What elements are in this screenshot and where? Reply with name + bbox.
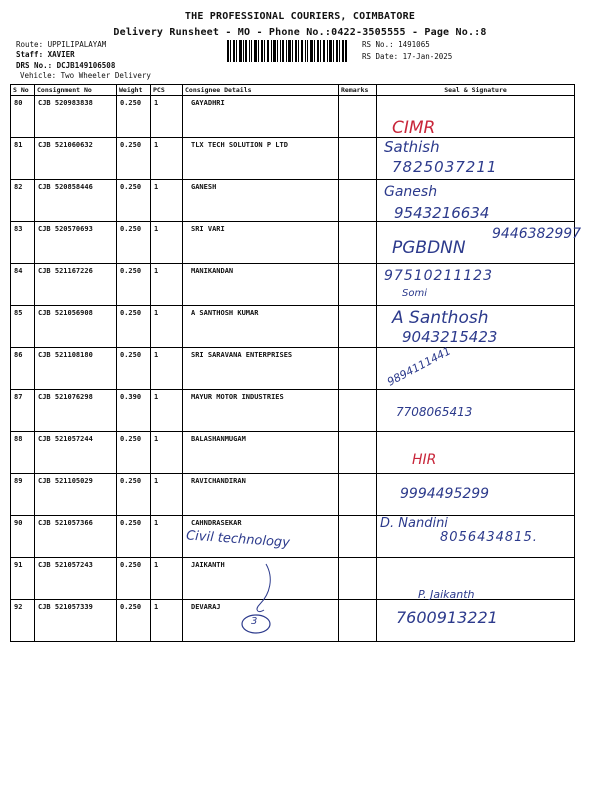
row-sno: 82 bbox=[11, 180, 35, 222]
col-consignee: Consignee Details bbox=[183, 85, 339, 96]
row-consignee: CAHNDRASEKAR bbox=[183, 516, 339, 558]
col-sno: S No bbox=[11, 85, 35, 96]
row-weight: 0.250 bbox=[117, 138, 151, 180]
row-pcs: 1 bbox=[151, 138, 183, 180]
row-consignee: MAYUR MOTOR INDUSTRIES bbox=[183, 390, 339, 432]
table-row bbox=[11, 558, 575, 600]
company-title: THE PROFESSIONAL COURIERS, COIMBATORE bbox=[184, 11, 416, 22]
row-remarks bbox=[339, 432, 377, 474]
handwriting-r83-name: PGBDNN bbox=[392, 238, 466, 258]
row-sno: 87 bbox=[11, 390, 35, 432]
row-consignment: CJB 521105029 bbox=[35, 474, 117, 516]
handwriting-r85-phone: 9043215423 bbox=[402, 328, 498, 346]
handwriting-r81-phone: 7825037211 bbox=[392, 158, 498, 176]
runsheet-subtitle: Delivery Runsheet - MO - Phone No.:0422-3505555 - Page No.:8 bbox=[113, 27, 487, 38]
table-row bbox=[11, 222, 575, 264]
row-sno: 90 bbox=[11, 516, 35, 558]
row-consignee: GAYADHRI bbox=[183, 96, 339, 138]
row-consignment: CJB 521060632 bbox=[35, 138, 117, 180]
col-signature: Seal & Signature bbox=[377, 85, 575, 96]
row-pcs: 1 bbox=[151, 600, 183, 642]
row-weight: 0.250 bbox=[117, 222, 151, 264]
row-weight: 0.250 bbox=[117, 180, 151, 222]
row-remarks bbox=[339, 222, 377, 264]
row-sno: 89 bbox=[11, 474, 35, 516]
row-remarks bbox=[339, 264, 377, 306]
row-weight: 0.250 bbox=[117, 558, 151, 600]
row-remarks bbox=[339, 516, 377, 558]
col-consignment: Consignment No bbox=[35, 85, 117, 96]
row-pcs: 1 bbox=[151, 348, 183, 390]
row-consignee: BALASHANMUGAM bbox=[183, 432, 339, 474]
handwritten-mark-r91-r92 bbox=[234, 560, 284, 638]
row-remarks bbox=[339, 558, 377, 600]
row-remarks bbox=[339, 600, 377, 642]
handwriting-r86-phone: 9894111441 bbox=[385, 344, 453, 389]
handwriting-r92-name: P. Jaikanth bbox=[418, 588, 475, 601]
row-sno: 88 bbox=[11, 432, 35, 474]
col-weight: Weight bbox=[117, 85, 151, 96]
rs-number: RS No.: 1491065 bbox=[362, 40, 430, 49]
route-label: Route: UPPILIPALAYAM bbox=[16, 40, 107, 49]
row-consignee: TLX TECH SOLUTION P LTD bbox=[183, 138, 339, 180]
row-consignment: CJB 520570693 bbox=[35, 222, 117, 264]
row-remarks bbox=[339, 138, 377, 180]
row-weight: 0.250 bbox=[117, 96, 151, 138]
row-pcs: 1 bbox=[151, 558, 183, 600]
barcode-icon bbox=[227, 40, 347, 62]
table-row bbox=[11, 348, 575, 390]
row-weight: 0.250 bbox=[117, 516, 151, 558]
row-consignment: CJB 520983838 bbox=[35, 96, 117, 138]
handwriting-r90-company: Civil technology bbox=[185, 528, 291, 551]
row-consignee: DEVARAJ bbox=[183, 600, 339, 642]
row-sno: 84 bbox=[11, 264, 35, 306]
row-sno: 83 bbox=[11, 222, 35, 264]
staff-label: Staff: XAVIER bbox=[16, 50, 75, 59]
row-weight: 0.250 bbox=[117, 474, 151, 516]
row-weight: 0.250 bbox=[117, 306, 151, 348]
row-consignment: CJB 521057244 bbox=[35, 432, 117, 474]
table-row bbox=[11, 96, 575, 138]
row-consignment: CJB 521108180 bbox=[35, 348, 117, 390]
row-remarks bbox=[339, 306, 377, 348]
handwriting-r89-phone: 9994495299 bbox=[400, 486, 490, 502]
row-consignee: SRI SARAVANA ENTERPRISES bbox=[183, 348, 339, 390]
row-signature bbox=[377, 432, 575, 474]
row-remarks bbox=[339, 390, 377, 432]
handwriting-r80: CIMR bbox=[392, 118, 436, 138]
row-signature bbox=[377, 558, 575, 600]
row-consignment: CJB 521057339 bbox=[35, 600, 117, 642]
row-weight: 0.250 bbox=[117, 600, 151, 642]
handwriting-r84-name: Somi bbox=[402, 288, 427, 299]
row-sno: 80 bbox=[11, 96, 35, 138]
handwriting-r92-mark: 3 bbox=[251, 616, 258, 627]
table-row bbox=[11, 390, 575, 432]
row-sno: 92 bbox=[11, 600, 35, 642]
row-consignee: MANIKANDAN bbox=[183, 264, 339, 306]
row-consignee: SRI VARI bbox=[183, 222, 339, 264]
drs-number: DRS No.: DCJB149106508 bbox=[16, 61, 116, 70]
row-pcs: 1 bbox=[151, 390, 183, 432]
row-pcs: 1 bbox=[151, 96, 183, 138]
row-remarks bbox=[339, 96, 377, 138]
row-remarks bbox=[339, 180, 377, 222]
row-pcs: 1 bbox=[151, 516, 183, 558]
handwriting-r87-phone: 7708065413 bbox=[396, 405, 473, 419]
row-consignment: CJB 521167226 bbox=[35, 264, 117, 306]
row-pcs: 1 bbox=[151, 306, 183, 348]
row-weight: 0.250 bbox=[117, 432, 151, 474]
row-consignee: A SANTHOSH KUMAR bbox=[183, 306, 339, 348]
table-row bbox=[11, 432, 575, 474]
row-consignment: CJB 521076298 bbox=[35, 390, 117, 432]
col-pcs: PCS bbox=[151, 85, 183, 96]
row-weight: 0.250 bbox=[117, 264, 151, 306]
table-row bbox=[11, 180, 575, 222]
rs-date: RS Date: 17-Jan-2025 bbox=[362, 52, 453, 61]
row-weight: 0.250 bbox=[117, 348, 151, 390]
handwriting-r85-name: A Santhosh bbox=[392, 308, 489, 328]
handwriting-r84-phone: 97510211123 bbox=[384, 268, 493, 284]
table-header-row bbox=[11, 85, 575, 96]
table-row bbox=[11, 474, 575, 516]
row-sno: 91 bbox=[11, 558, 35, 600]
row-remarks bbox=[339, 474, 377, 516]
row-consignment: CJB 520858446 bbox=[35, 180, 117, 222]
vehicle-label: Vehicle: Two Wheeler Delivery bbox=[20, 71, 151, 80]
row-pcs: 1 bbox=[151, 474, 183, 516]
handwriting-r88: HIR bbox=[412, 452, 437, 468]
row-consignment: CJB 521057366 bbox=[35, 516, 117, 558]
handwriting-r92-phone: 7600913221 bbox=[396, 608, 498, 627]
row-pcs: 1 bbox=[151, 432, 183, 474]
row-pcs: 1 bbox=[151, 264, 183, 306]
col-remarks: Remarks bbox=[339, 85, 377, 96]
row-consignment: CJB 521056908 bbox=[35, 306, 117, 348]
handwriting-r82-name: Ganesh bbox=[384, 184, 438, 200]
row-sno: 85 bbox=[11, 306, 35, 348]
row-sno: 86 bbox=[11, 348, 35, 390]
row-consignment: CJB 521057243 bbox=[35, 558, 117, 600]
row-consignee: JAIKANTH bbox=[183, 558, 339, 600]
row-remarks bbox=[339, 348, 377, 390]
row-consignee: GANESH bbox=[183, 180, 339, 222]
handwriting-r81-name: Sathish bbox=[384, 138, 440, 156]
handwriting-r82-phone: 9543216634 bbox=[394, 204, 490, 222]
row-weight: 0.390 bbox=[117, 390, 151, 432]
handwriting-r83-phone: 9446382997 bbox=[492, 226, 582, 242]
handwriting-r90-name: D. Nandini bbox=[380, 516, 448, 531]
row-sno: 81 bbox=[11, 138, 35, 180]
row-pcs: 1 bbox=[151, 180, 183, 222]
row-pcs: 1 bbox=[151, 222, 183, 264]
row-consignee: RAVICHANDIRAN bbox=[183, 474, 339, 516]
handwriting-r90-phone: 8056434815. bbox=[440, 530, 538, 545]
